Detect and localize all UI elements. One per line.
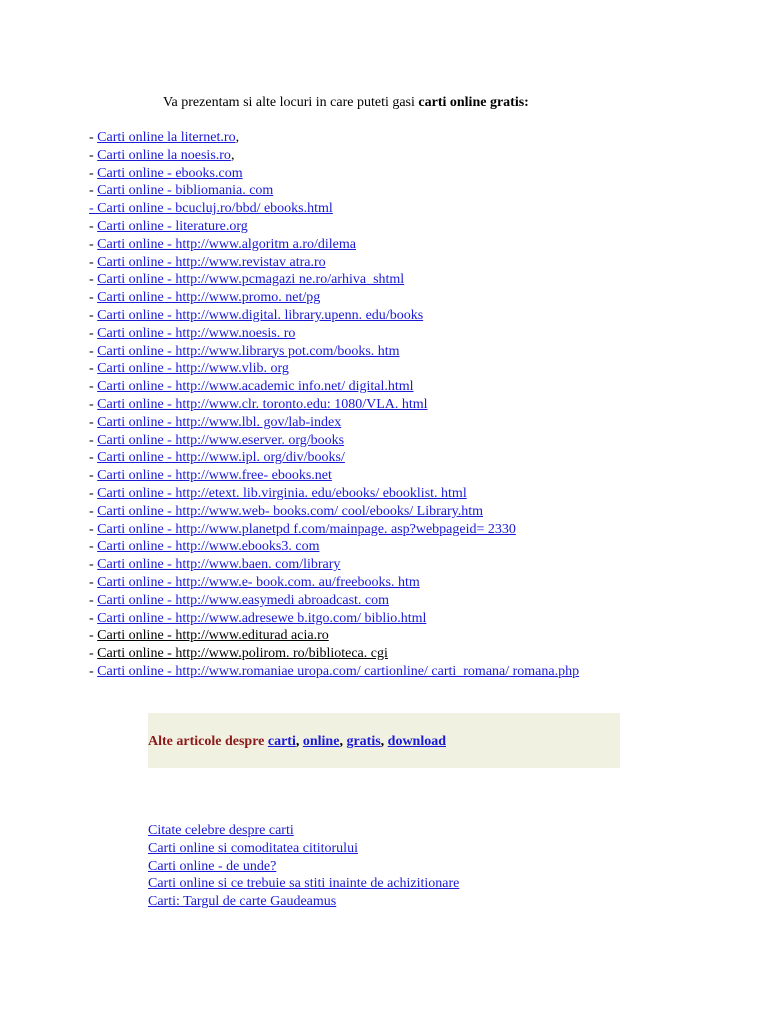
related-article-link[interactable]: Carti online - de unde? [148,858,277,874]
list-dash: - [89,343,98,359]
list-dash: - [89,574,98,590]
list-dash: - [89,272,98,288]
online-book-link[interactable]: Carti online - literature.org [97,218,248,234]
intro-bold-text: carti online gratis: [418,95,529,110]
list-comma: , [235,130,240,145]
online-books-link-list [89,129,579,681]
online-book-link[interactable]: Carti online - http://www.promo. net/pg [97,290,321,306]
list-dash: - [89,218,98,234]
list-dash: - [89,414,98,430]
online-book-link[interactable]: Carti online - http://www.planetpd f.com/mainpage. asp?webpageid= 2330 [97,521,516,537]
list-dash: - [89,379,98,395]
online-book-link[interactable]: Carti online - http://www.polirom. ro/biblioteca. cgi [97,646,388,662]
link-list-item [89,307,579,325]
related-article-item [148,858,459,876]
list-dash: - [89,485,98,501]
related-article-link[interactable]: Citate celebre despre carti [148,823,294,838]
online-book-link[interactable]: Carti online - http://www.algoritm a.ro/dilema [97,236,356,252]
online-book-link[interactable]: Carti online - http://www.web- books.com/ cool/ebooks/ Library.htm [97,503,484,519]
online-book-link[interactable]: Carti online - http://www.adresewe b.itgo.com/ biblio.html [97,610,427,626]
link-list-item [89,218,579,236]
online-book-link[interactable]: Carti online - http://www.ebooks3. com [97,539,320,555]
online-book-link[interactable]: Carti online - http://www.pcmagazi ne.ro/arhiva_shtml [97,272,405,288]
online-book-link[interactable]: Carti online - http://www.romaniae uropa.com/ cartionline/ carti_romana/ romana.php [97,663,580,679]
list-dash: - [89,254,98,270]
list-dash: - [89,307,98,323]
link-list-item [89,129,579,147]
list-dash: - [89,165,98,181]
list-dash: - [89,147,98,163]
link-list-item [89,165,579,183]
link-list-item [89,503,579,521]
link-list-item [89,254,579,272]
link-list-item [89,521,579,539]
list-dash: - [89,557,98,573]
link-list-item [89,610,579,628]
online-book-link[interactable]: Carti online - http://www.academic info.net/ digital.html [97,379,414,395]
related-articles-box [148,713,620,768]
list-dash: - [89,610,98,626]
list-dash: - [89,468,98,484]
link-list-item [89,343,579,361]
link-list-item [89,414,579,432]
link-list-item [89,200,579,218]
link-list-item [89,182,579,200]
link-list-item [89,289,579,307]
list-dash: - [89,290,98,306]
list-dash: - [89,361,98,377]
intro-text: Va prezentam si alte locuri in care puteti gasi [163,95,419,110]
list-dash: - [89,130,98,145]
link-list-item [89,467,579,485]
link-list-item [89,396,579,414]
related-article-link[interactable]: Carti: Targul de carte Gaudeamus [148,894,337,910]
link-list-item [89,538,579,556]
list-dash: - [89,646,98,662]
intro-paragraph [163,95,529,111]
list-dash: - [89,592,98,608]
online-book-link[interactable]: Carti online - http://www.ipl. org/div/books/ [97,450,345,466]
tag-separator: , [339,734,347,749]
online-book-link[interactable]: Carti online - http://www.eserver. org/books [97,432,345,448]
related-article-link[interactable]: Carti online si ce trebuie sa stiti inainte de achizitionare [148,876,460,892]
link-list-item [89,592,579,610]
list-dash: - [89,539,98,555]
link-list-item [89,432,579,450]
related-article-item [148,840,459,858]
list-dash: - [89,183,98,199]
related-article-item [148,893,459,911]
online-book-link[interactable]: Carti online la noesis.ro [97,147,231,163]
online-book-link[interactable]: Carti online - bibliomania. com [97,183,274,199]
online-book-link[interactable]: Carti online - http://etext. lib.virginia. edu/ebooks/ ebooklist. html [97,485,467,501]
related-articles-label: Alte articole despre [148,734,268,749]
tag-link-download[interactable]: download [387,734,447,749]
link-list-item [89,645,579,663]
online-book-link[interactable]: Carti online - http://www.revistav atra.ro [97,254,326,270]
link-list-item [89,449,579,467]
link-list-item [89,378,579,396]
list-dash: - [89,663,98,679]
link-list-item [89,236,579,254]
online-book-link[interactable]: Carti online - http://www.baen. com/library [97,557,341,573]
link-list-item [89,663,579,681]
related-articles-line [148,734,446,750]
related-article-item [148,822,459,840]
link-list-item [89,325,579,343]
online-book-link[interactable]: Carti online - http://www.easymedi abroadcast. com [97,592,390,608]
list-dash: - [89,325,98,341]
link-list-item [89,485,579,503]
list-comma: , [230,147,235,163]
tag-link-online[interactable]: online [302,734,340,749]
related-article-item [148,875,459,893]
online-book-link[interactable]: Carti online - http://www.editurad acia.ro [97,628,329,644]
list-dash: - [89,521,98,537]
online-book-link[interactable]: Carti online - http://www.noesis. ro [97,325,296,341]
list-dash: - [89,396,98,412]
online-book-link[interactable]: Carti online - http://www.free- ebooks.net [97,468,332,484]
list-dash: - [89,450,98,466]
related-articles-list [148,822,459,911]
online-book-link[interactable]: Carti online - http://www.librarys pot.com/books. htm [97,343,400,359]
link-list-item [89,271,579,289]
link-list-item [89,147,579,165]
online-book-link[interactable]: Carti online la liternet.ro [97,130,236,145]
tag-separator: , [380,734,388,749]
online-book-link[interactable]: Carti online - http://www.vlib. org [97,361,289,377]
list-dash: - [89,236,98,252]
online-book-link[interactable]: Carti online - http://www.e- book.com. au/freebooks. htm [97,574,420,590]
online-book-link[interactable]: - Carti online - bcucluj.ro/bbd/ ebooks.html [89,201,333,217]
online-book-link[interactable]: Carti online - http://www.lbl. gov/lab-index [97,414,342,430]
tag-link-gratis[interactable]: gratis [346,734,381,749]
tag-separator: , [295,734,303,749]
list-dash: - [89,432,98,448]
tag-link-carti[interactable]: carti [267,734,296,749]
link-list-item [89,574,579,592]
link-list-item [89,556,579,574]
link-list-item [89,360,579,378]
link-list-item [89,627,579,645]
list-dash: - [89,628,98,644]
online-book-link[interactable]: Carti online - http://www.clr. toronto.edu: 1080/VLA. html [97,396,428,412]
list-dash: - [89,503,98,519]
online-book-link[interactable]: Carti online - ebooks.com [97,165,243,181]
related-article-link[interactable]: Carti online si comoditatea cititorului [148,840,358,856]
online-book-link[interactable]: Carti online - http://www.digital. library.upenn. edu/books [97,307,424,323]
